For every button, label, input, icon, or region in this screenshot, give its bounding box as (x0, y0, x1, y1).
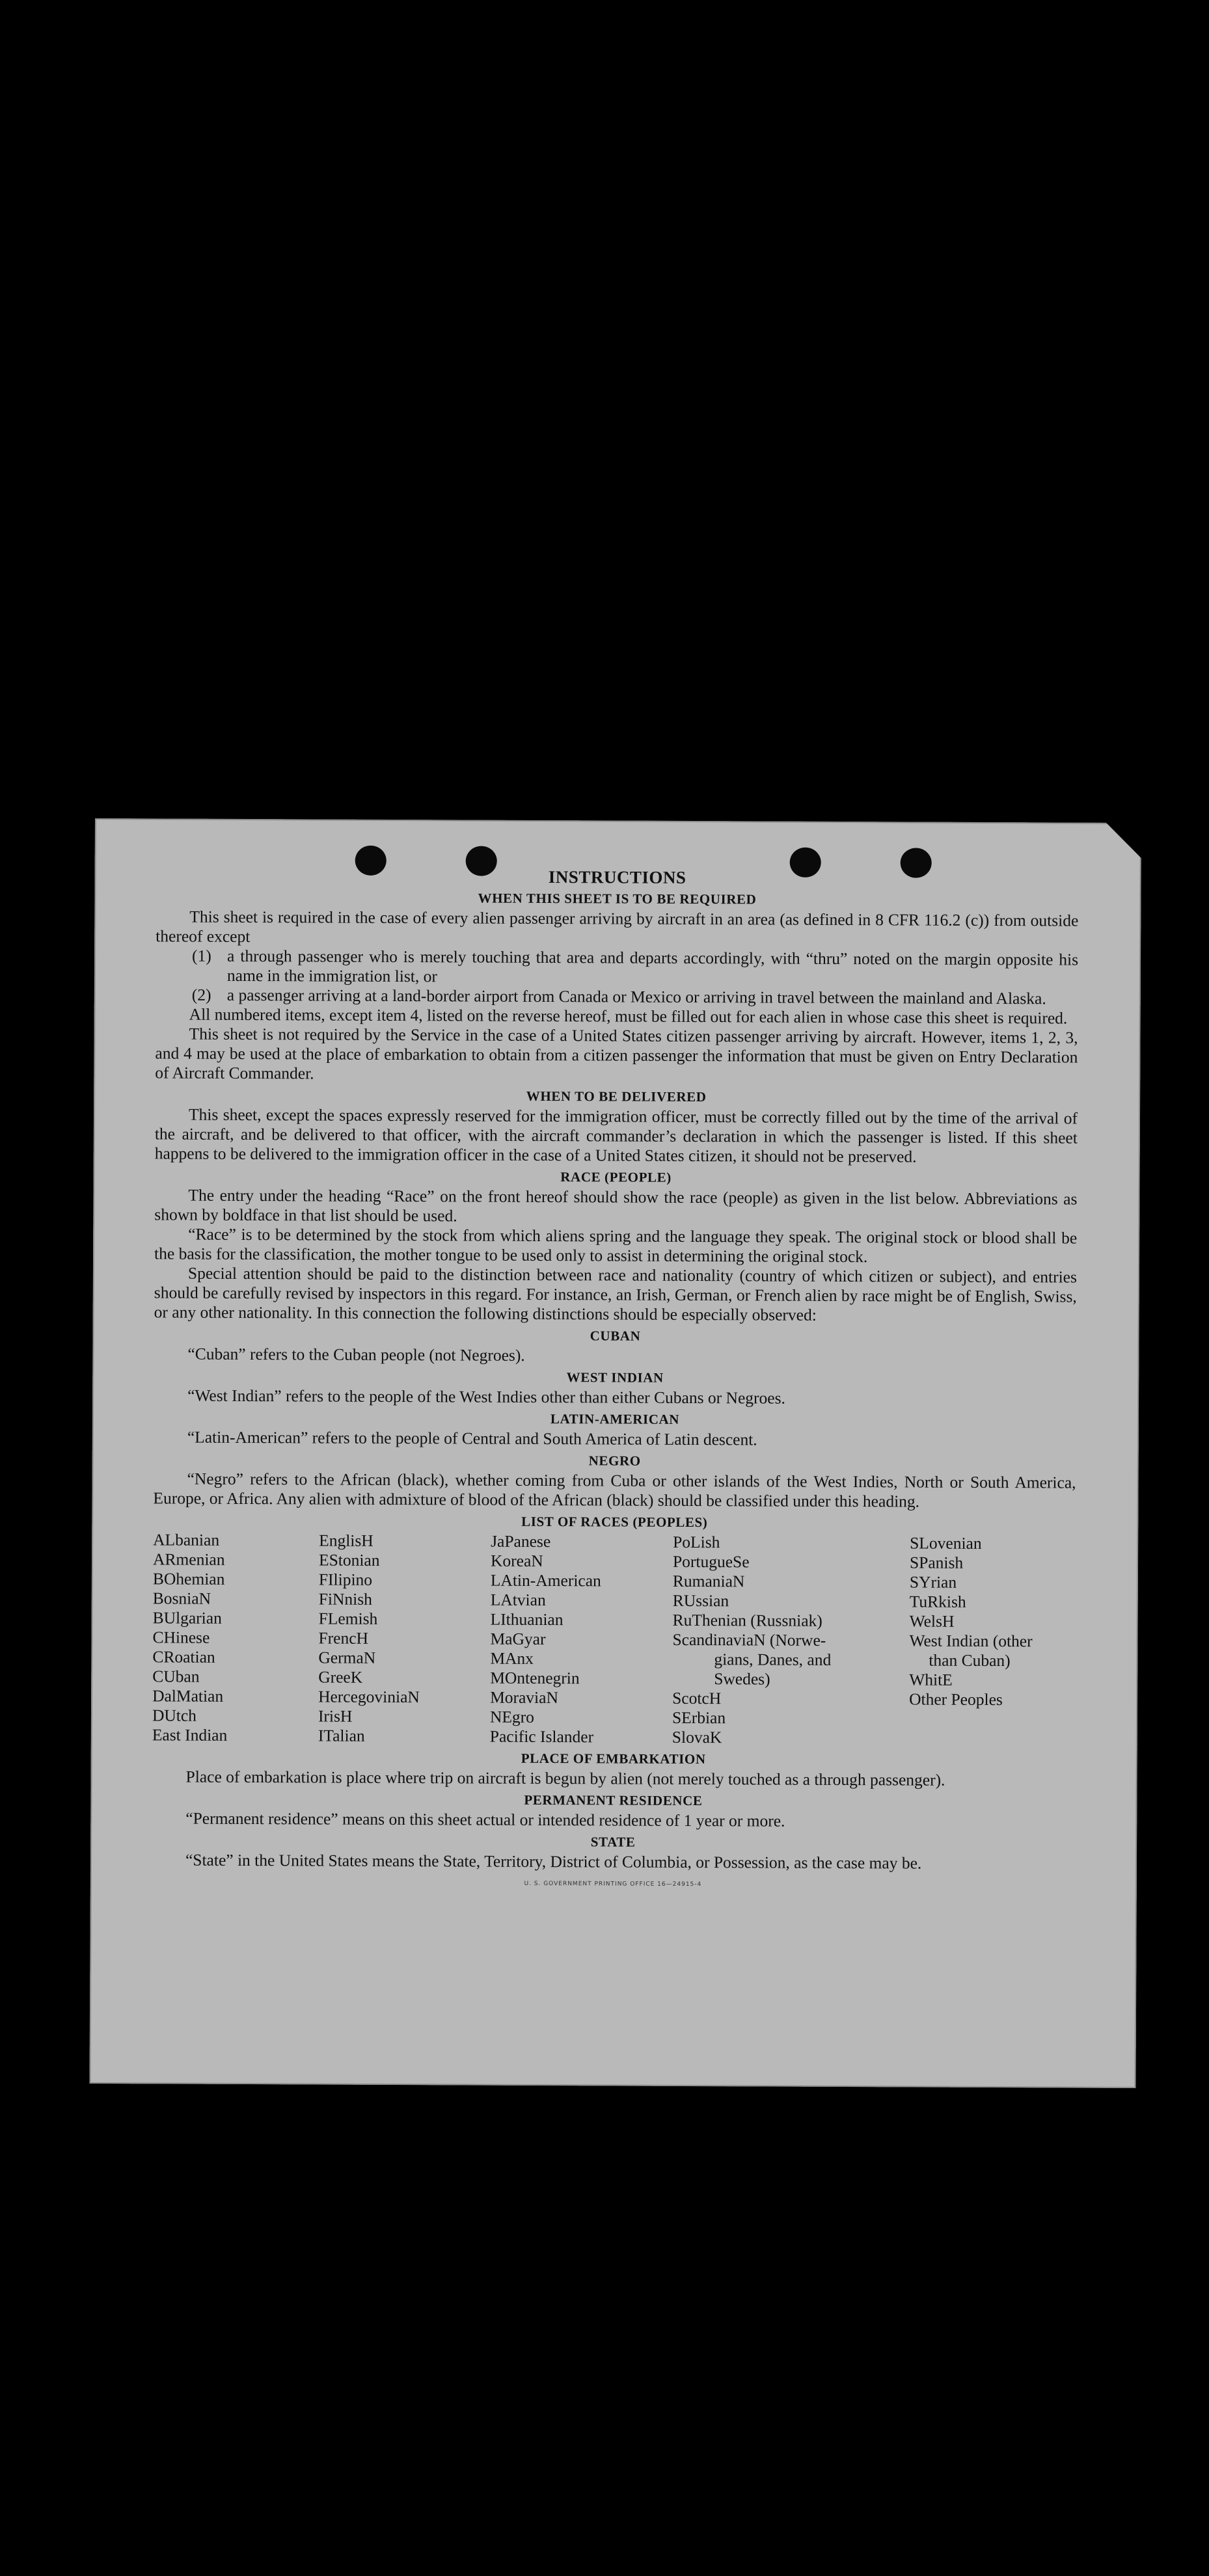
race-entry: LIthuanian (490, 1609, 564, 1630)
race-entry: RumaniaN (672, 1571, 745, 1591)
race-entry: EStonian (318, 1550, 380, 1570)
race-entry: BUlgarian (152, 1608, 222, 1628)
race-entry: ITalian (318, 1726, 365, 1745)
race-entry: JaPanese (491, 1531, 551, 1551)
race-entry: NEgro (489, 1707, 535, 1726)
races-column-4 (672, 1533, 910, 1749)
race-entry: WhitE (909, 1670, 953, 1689)
race-entry: ScotcH (672, 1688, 722, 1708)
race-entry: SlovaK (672, 1727, 722, 1747)
race-entry: BosniaN (152, 1589, 211, 1608)
item-number: (1) (192, 946, 211, 965)
paragraph: This sheet, except the spaces expressly reserved for the immigration officer, must be correctly filled out by the time of the arrival of the aircraft, and be delivered to that officer, with the aircraft commander’s declaration in which the passenger is listed. If this sheet happens to be delivered to the immigration officer in the case of a United States citizen, it should not be preserved. (154, 1105, 1078, 1166)
race-entry: RuThenian (Russniak) (672, 1610, 822, 1630)
heading-when-required: WHEN THIS SHEET IS TO BE REQUIRED (478, 890, 757, 907)
race-entry: SErbian (672, 1708, 726, 1728)
race-entry: CUban (152, 1667, 200, 1686)
race-entry: KoreaN (490, 1551, 543, 1571)
race-entry: East Indian (152, 1725, 228, 1745)
race-entry: MaGyar (490, 1629, 546, 1649)
item-text: a through passenger who is merely touching that area and departs accordingly, with “thru” noted on the margin opposite his name in the immigration list, or (226, 946, 1079, 986)
printer-imprint: U. S. GOVERNMENT PRINTING OFFICE 16—24915-4 (524, 1880, 702, 1888)
paragraph: “Race” is to be determined by the stock from which aliens spring and the language they speak. The original stock or blood shall be the basis for the classification, the mother tongue to be used only to assist in determining the original stock. (154, 1224, 1078, 1267)
race-entry-continued: Swedes) (714, 1669, 770, 1689)
heading-race: RACE (PEOPLE) (560, 1169, 672, 1185)
paragraph: “Latin-American” refers to the people of Central and South America of Latin descent. (187, 1427, 757, 1449)
paragraph: “Negro” refers to the African (black), whether coming from Cuba or other islands of the West Indies, North or South America, Europe, or Africa. Any alien with admixture of blood of the African (black) should be classified under this heading. (153, 1469, 1076, 1511)
race-entry: PortugueSe (672, 1551, 750, 1572)
paragraph: “Permanent residence” means on this sheet actual or intended residence of 1 year or more. (185, 1808, 785, 1831)
item-number: (2) (191, 985, 211, 1004)
race-entry: DUtch (152, 1706, 197, 1725)
race-entry: DalMatian (152, 1686, 224, 1706)
paragraph: “State” in the United States means the State, Territory, District of Columbia, or Possession, as the case may be. (185, 1850, 922, 1873)
race-entry: West Indian (other (909, 1631, 1033, 1651)
heading-state: STATE (590, 1834, 636, 1850)
race-entry: EnglisH (319, 1531, 374, 1550)
list-item (156, 946, 1078, 989)
race-entry: FLemish (318, 1609, 378, 1628)
races-table (152, 1530, 1076, 1749)
instructions-text (152, 865, 1079, 1896)
race-entry: FIlipino (318, 1570, 373, 1589)
race-entry: CHinese (152, 1628, 210, 1647)
race-entry: Other Peoples (909, 1689, 1003, 1710)
heading-place-of-embarkation: PLACE OF EMBARKATION (521, 1750, 706, 1767)
paragraph: “West Indian” refers to the people of the West Indies other than either Cubans or Negroes. (187, 1386, 785, 1408)
race-entry-continued: than Cuban) (929, 1650, 1011, 1670)
races-column-3 (490, 1532, 673, 1747)
heading-cuban: CUBAN (590, 1328, 641, 1344)
race-entry: CRoatian (152, 1647, 215, 1667)
heading-when-delivered: WHEN TO BE DELIVERED (526, 1088, 707, 1105)
race-entry: Pacific Islander (489, 1726, 594, 1747)
paragraph: Special attention should be paid to the distinction between race and nationality (country of which citizen or subject), and entries should be carefully revised by inspectors in this regard. For instance, an Irish, German, or French alien by race might be of English, Swiss, or any other nationality. In this connection the following distinctions should be especially observed: (154, 1263, 1078, 1324)
race-entry: MoraviaN (490, 1687, 558, 1708)
heading-permanent-residence: PERMANENT RESIDENCE (524, 1791, 703, 1809)
heading-west-indian: WEST INDIAN (566, 1369, 664, 1386)
race-entry: GermaN (318, 1648, 376, 1667)
race-entry: SPanish (909, 1553, 964, 1572)
paragraph: This sheet is required in the case of every alien passenger arriving by aircraft in an area (as defined in 8 CFR 116.2 (c)) from outside thereof except (156, 907, 1079, 946)
paragraph: Place of embarkation is place where trip on aircraft is begun by alien (not merely touched as a through passenger). (185, 1767, 945, 1790)
race-entry: GreeK (318, 1667, 363, 1687)
races-column-2 (318, 1531, 491, 1747)
race-entry: SLovenian (910, 1533, 982, 1553)
race-entry: WelsH (909, 1611, 955, 1631)
race-entry: SYrian (909, 1572, 957, 1592)
heading-latin-american: LATIN-AMERICAN (550, 1411, 680, 1427)
race-entry: MOntenegrin (490, 1668, 580, 1688)
race-entry: LAtvian (490, 1590, 546, 1610)
paragraph: All numbered items, except item 4, listed on the reverse hereof, must be filled out for each alien in whose case this sheet is required. (189, 1004, 1068, 1028)
race-entry: ARmenian (152, 1550, 225, 1569)
race-entry: HercegoviniaN (318, 1687, 420, 1707)
race-entry: BOhemian (152, 1569, 225, 1589)
race-entry: FiNnish (318, 1589, 373, 1609)
heading-list-of-races: LIST OF RACES (PEOPLES) (521, 1513, 708, 1531)
document-sheet (90, 818, 1141, 2088)
page-title: INSTRUCTIONS (548, 867, 686, 887)
paragraph: The entry under the heading “Race” on the front hereof should show the race (people) as given in the list below. Abbreviations as shown by boldface in that list should be used. (154, 1185, 1078, 1226)
race-entry: IrisH (318, 1706, 353, 1726)
race-entry: ScandinaviaN (Norwe- (672, 1630, 826, 1650)
paragraph: This sheet is not required by the Service in the case of a United States citizen passenger arriving by aircraft. However, items 1, 2, 3, and 4 may be used at the place of embarkation to obtain from a citizen passenger the information that must be given on Entry Declaration of Aircraft Commander. (155, 1024, 1078, 1083)
race-entry: RUssian (672, 1590, 729, 1611)
torn-corner (1101, 818, 1147, 863)
race-entry: FrencH (318, 1628, 369, 1648)
race-entry-continued: gians, Danes, and (714, 1650, 832, 1669)
race-entry: TuRkish (909, 1592, 966, 1611)
race-entry: MAnx (490, 1648, 534, 1668)
heading-negro: NEGRO (588, 1453, 641, 1469)
race-entry: ALbanian (153, 1530, 220, 1550)
race-entry: PoLish (673, 1532, 720, 1552)
item-text: a passenger arriving at a land-border airport from Canada or Mexico or arriving in travel between the mainland and Alaska. (226, 985, 1046, 1008)
races-column-1 (152, 1530, 319, 1745)
race-entry: LAtin-American (490, 1570, 601, 1590)
races-column-5 (909, 1533, 1076, 1749)
paragraph: “Cuban” refers to the Cuban people (not Negroes). (187, 1344, 525, 1365)
